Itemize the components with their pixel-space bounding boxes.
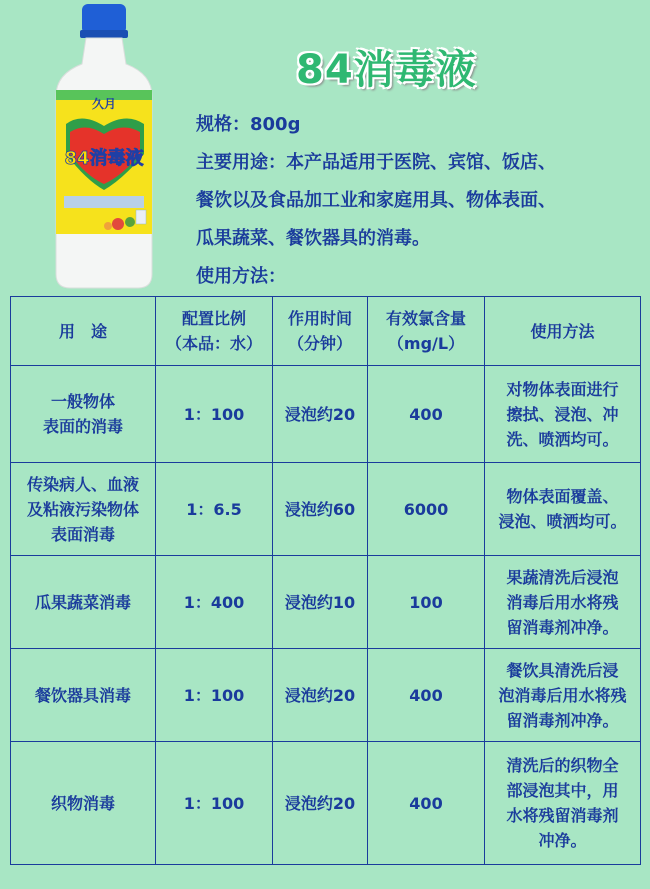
- cell-ratio: 1：100: [156, 366, 273, 463]
- usage-line-1: 主要用途：本产品适用于医院、宾馆、饭店、: [196, 152, 556, 173]
- cell-purpose: 一般物体 表面的消毒: [11, 366, 156, 463]
- spec-text: 规格：800g: [196, 114, 301, 135]
- cell-chlorine: 400: [368, 649, 485, 742]
- header-ratio: 配置比例 （本品：水）: [156, 297, 273, 366]
- cell-method: 物体表面覆盖、 浸泡、喷洒均可。: [485, 463, 641, 556]
- cell-method: 对物体表面进行 擦拭、浸泡、冲 洗、喷洒均可。: [485, 366, 641, 463]
- cell-ratio: 1：6.5: [156, 463, 273, 556]
- table-row: [11, 556, 641, 649]
- cell-ratio: 1：100: [156, 649, 273, 742]
- cell-purpose: 传染病人、血液 及粘液污染物体 表面消毒: [11, 463, 156, 556]
- cell-ratio: 1：100: [156, 742, 273, 865]
- cell-time: 浸泡约20: [273, 649, 368, 742]
- header-chlorine: 有效氯含量 （mg/L）: [368, 297, 485, 366]
- method-label: 使用方法：: [196, 266, 286, 287]
- page-title: 84消毒液: [296, 47, 477, 93]
- header-method: 使用方法: [485, 297, 641, 366]
- table-header-row: [11, 297, 641, 366]
- table-row: [11, 649, 641, 742]
- cell-time: 浸泡约20: [273, 366, 368, 463]
- usage-table: [10, 296, 641, 865]
- bottle-label-text: 84消毒液: [64, 148, 144, 169]
- table-row: [11, 742, 641, 865]
- cell-method: 果蔬清洗后浸泡 消毒后用水将残 留消毒剂冲净。: [485, 556, 641, 649]
- cell-time: 浸泡约60: [273, 463, 368, 556]
- cell-chlorine: 6000: [368, 463, 485, 556]
- product-bottle-image: [52, 4, 156, 290]
- cell-purpose: 织物消毒: [11, 742, 156, 865]
- bottle-brand-text: 久月: [91, 97, 117, 111]
- cell-method: 清洗后的织物全 部浸泡其中，用 水将残留消毒剂 冲净。: [485, 742, 641, 865]
- cell-purpose: 瓜果蔬菜消毒: [11, 556, 156, 649]
- header-purpose: 用 途: [11, 297, 156, 366]
- usage-line-3: 瓜果蔬菜、餐饮器具的消毒。: [196, 228, 430, 249]
- cell-chlorine: 400: [368, 366, 485, 463]
- header-time: 作用时间 （分钟）: [273, 297, 368, 366]
- cell-chlorine: 400: [368, 742, 485, 865]
- cell-time: 浸泡约10: [273, 556, 368, 649]
- table-row: [11, 463, 641, 556]
- usage-line-2: 餐饮以及食品加工业和家庭用具、物体表面、: [196, 190, 556, 211]
- cell-ratio: 1：400: [156, 556, 273, 649]
- cell-method: 餐饮具清洗后浸 泡消毒后用水将残 留消毒剂冲净。: [485, 649, 641, 742]
- cell-chlorine: 100: [368, 556, 485, 649]
- table-row: [11, 366, 641, 463]
- cell-time: 浸泡约20: [273, 742, 368, 865]
- cell-purpose: 餐饮器具消毒: [11, 649, 156, 742]
